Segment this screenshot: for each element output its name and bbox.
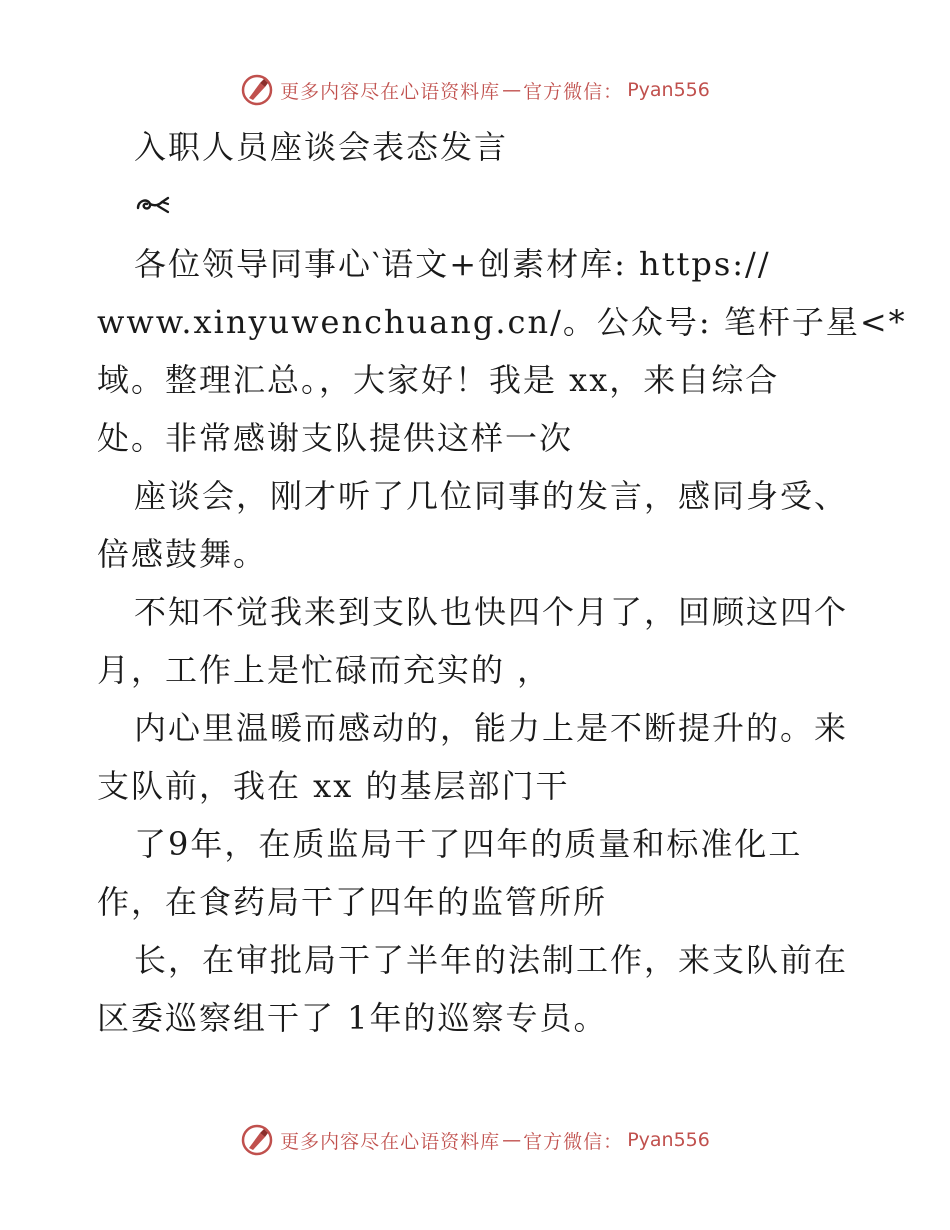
paragraph-line: 各位领导同事心‵语文+创素材库: https:// bbox=[134, 245, 771, 283]
paragraph-line: 不知不觉我来到支队也快四个月了，回顾这四个 bbox=[134, 593, 849, 631]
paragraph-line: 内心里温暖而感动的，能力上是不断提升的。来 bbox=[134, 709, 849, 747]
banner-separator: — bbox=[502, 1129, 522, 1151]
banner-wechat-label: 官方微信： bbox=[523, 1130, 624, 1153]
paragraph-line: 长，在审批局干了半年的法制工作，来支队前在 bbox=[134, 941, 849, 979]
banner-wechat-id: Pyan556 bbox=[627, 79, 710, 101]
banner-wechat-label: 官方微信： bbox=[523, 80, 624, 103]
footer-banner bbox=[0, 1120, 950, 1160]
paragraph-line: 域。整理汇总。，大家好！我是 xx，来自综合 bbox=[97, 361, 780, 399]
paragraph-line: 支队前，我在 xx 的基层部门干 bbox=[97, 767, 570, 805]
paragraph-line: 区委巡察组干了 1年的巡察专员。 bbox=[97, 999, 608, 1037]
document-title: 入职人员座谈会表态发言 bbox=[134, 128, 509, 166]
banner-wechat-id: Pyan556 bbox=[627, 1129, 710, 1151]
paragraph-line: 处。非常感谢支队提供这样一次 bbox=[97, 419, 574, 457]
banner-brand: 更多内容尽在心语资料库 bbox=[280, 80, 501, 103]
paragraph-line: 月，工作上是忙碌而充实的 ， bbox=[97, 651, 552, 689]
banner-brand: 更多内容尽在心语资料库 bbox=[280, 1130, 501, 1153]
paragraph-line: 了9年，在质监局干了四年的质量和标准化工 bbox=[134, 825, 803, 863]
flourish-ornament-icon bbox=[134, 190, 172, 218]
header-banner bbox=[0, 70, 950, 110]
pen-nib-logo-icon bbox=[240, 73, 274, 107]
paragraph-line: 座谈会，刚才听了几位同事的发言，感同身受、 bbox=[134, 477, 849, 515]
paragraph-line: 作，在食药局干了四年的监管所所 bbox=[97, 883, 608, 921]
pen-nib-logo-icon bbox=[240, 1123, 274, 1157]
banner-separator: — bbox=[502, 79, 522, 101]
paragraph-line: www.xinyuwenchuang.cn/。公众号: 笔杆子星<* bbox=[97, 303, 907, 341]
paragraph-line: 倍感鼓舞。 bbox=[97, 535, 268, 573]
